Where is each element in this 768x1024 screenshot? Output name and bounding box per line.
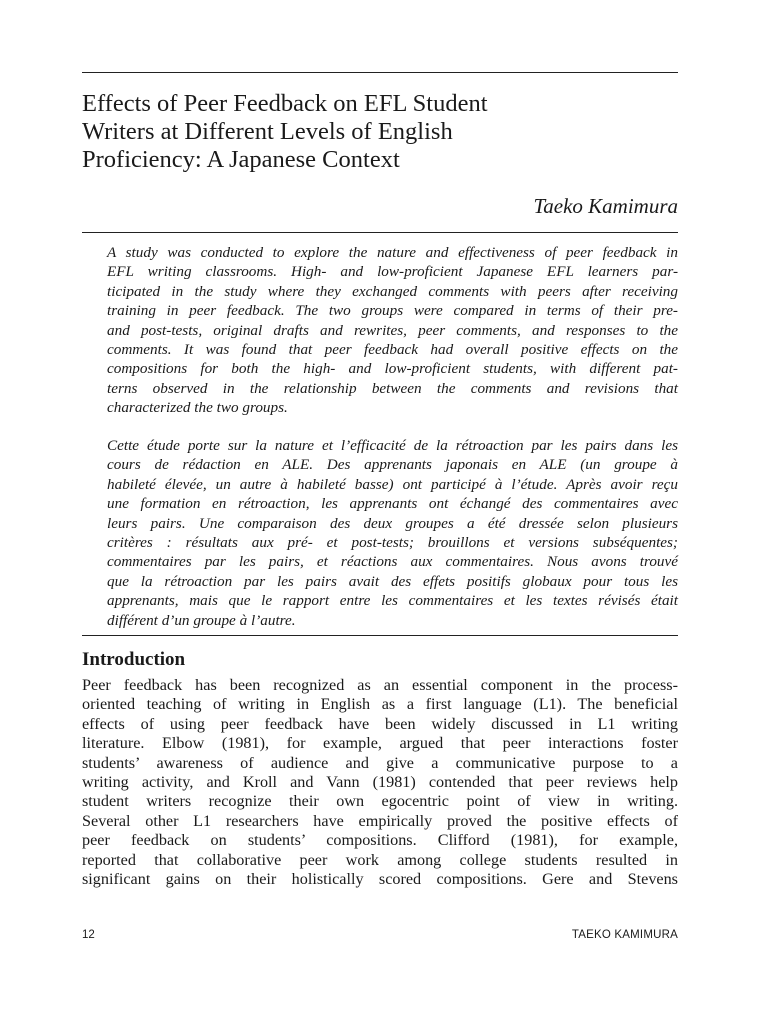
abstract-line: EFL writing classrooms. High- and low-proficient Japanese EFL learners par- bbox=[107, 263, 678, 281]
abstract-top-rule bbox=[82, 232, 678, 233]
body-line: students’ awareness of audience and give a communicative purpose to a bbox=[82, 753, 678, 772]
abstract-line: A study was conducted to explore the nature and effectiveness of peer feedback in bbox=[107, 244, 678, 261]
body-line: Peer feedback has been recognized as an essential component in the process- bbox=[82, 676, 678, 694]
top-rule bbox=[82, 72, 678, 73]
abstract-line: critères : résultats aux pré- et post-tests; brouillons et versions subséquentes; bbox=[107, 534, 678, 552]
title-line: Writers at Different Levels of English bbox=[82, 118, 453, 145]
section-heading: Introduction bbox=[82, 649, 186, 670]
running-head: TAEKO KAMIMURA bbox=[571, 929, 678, 941]
body-paragraph bbox=[82, 676, 678, 889]
page-number: 12 bbox=[82, 929, 95, 941]
abstract-line: terns observed in the relationship between the comments and revisions that bbox=[107, 379, 678, 397]
abstract-line: ticipated in the study where they exchanged comments with peers after receiving bbox=[107, 282, 678, 300]
body-line: writing activity, and Kroll and Vann (1981) contended that peer reviews help bbox=[82, 773, 678, 792]
title-line: Effects of Peer Feedback on EFL Student bbox=[82, 90, 488, 117]
article-title bbox=[82, 90, 642, 174]
body-line: Several other L1 researchers have empirically proved the positive effects of bbox=[82, 811, 678, 830]
abstract-line: Cette étude porte sur la nature et l’efficacité de la rétroaction par les pairs dans les bbox=[107, 437, 678, 454]
abstract-line: characterized the two groups. bbox=[107, 399, 288, 417]
abstract-line: commentaires par les pairs, et réactions aux commentaires. Nous avons trouvé bbox=[107, 553, 678, 571]
abstract-line: leurs pairs. Une comparaison des deux groupes a été dressée selon plusieurs bbox=[107, 514, 678, 532]
body-line: student writers recognize their own egocentric point of view in writing. bbox=[82, 792, 678, 811]
body-line: peer feedback on students’ compositions. Clifford (1981), for example, bbox=[82, 831, 678, 850]
abstract-line: que la rétroaction par les pairs avait des effets positifs globaux pour tous les bbox=[107, 572, 678, 590]
abstract-line: habileté élevée, un autre à habileté basse) ont participé à l’étude. Après avoir reçu bbox=[107, 475, 678, 493]
abstract-line: training in peer feedback. The two groups were compared in terms of their pre- bbox=[107, 302, 678, 320]
abstract-line: and post-tests, original drafts and rewrites, peer comments, and responses to the bbox=[107, 321, 678, 339]
body-line: reported that collaborative peer work among college students resulted in bbox=[82, 850, 678, 869]
author-name: Taeko Kamimura bbox=[533, 194, 678, 218]
abstract-line: différent d’un groupe à l’autre. bbox=[107, 611, 296, 629]
abstract-line: compositions for both the high- and low-proficient students, with different pat- bbox=[107, 360, 678, 378]
abstract-english bbox=[107, 243, 678, 418]
title-line: Proficiency: A Japanese Context bbox=[82, 146, 400, 173]
abstract-line: une formation en rétroaction, les apprenants ont échangé des commentaires avec bbox=[107, 495, 678, 513]
body-line: oriented teaching of writing in English as a first language (L1). The beneficial bbox=[82, 695, 678, 714]
abstract-line: apprenants, mais que le rapport entre les commentaires et les textes révisés était bbox=[107, 592, 678, 610]
abstract-bottom-rule bbox=[82, 635, 678, 636]
abstract-line: comments. It was found that peer feedback had overall positive effects on the bbox=[107, 341, 678, 359]
body-line: significant gains on their holistically scored compositions. Gere and Stevens bbox=[82, 870, 678, 889]
abstract-line: cours de rédaction en ALE. Des apprenants japonais en ALE (un groupe à bbox=[107, 456, 678, 474]
abstract-french bbox=[107, 436, 678, 630]
body-line: literature. Elbow (1981), for example, argued that peer interactions foster bbox=[82, 734, 678, 753]
body-line: effects of using peer feedback have been widely discussed in L1 writing bbox=[82, 714, 678, 733]
